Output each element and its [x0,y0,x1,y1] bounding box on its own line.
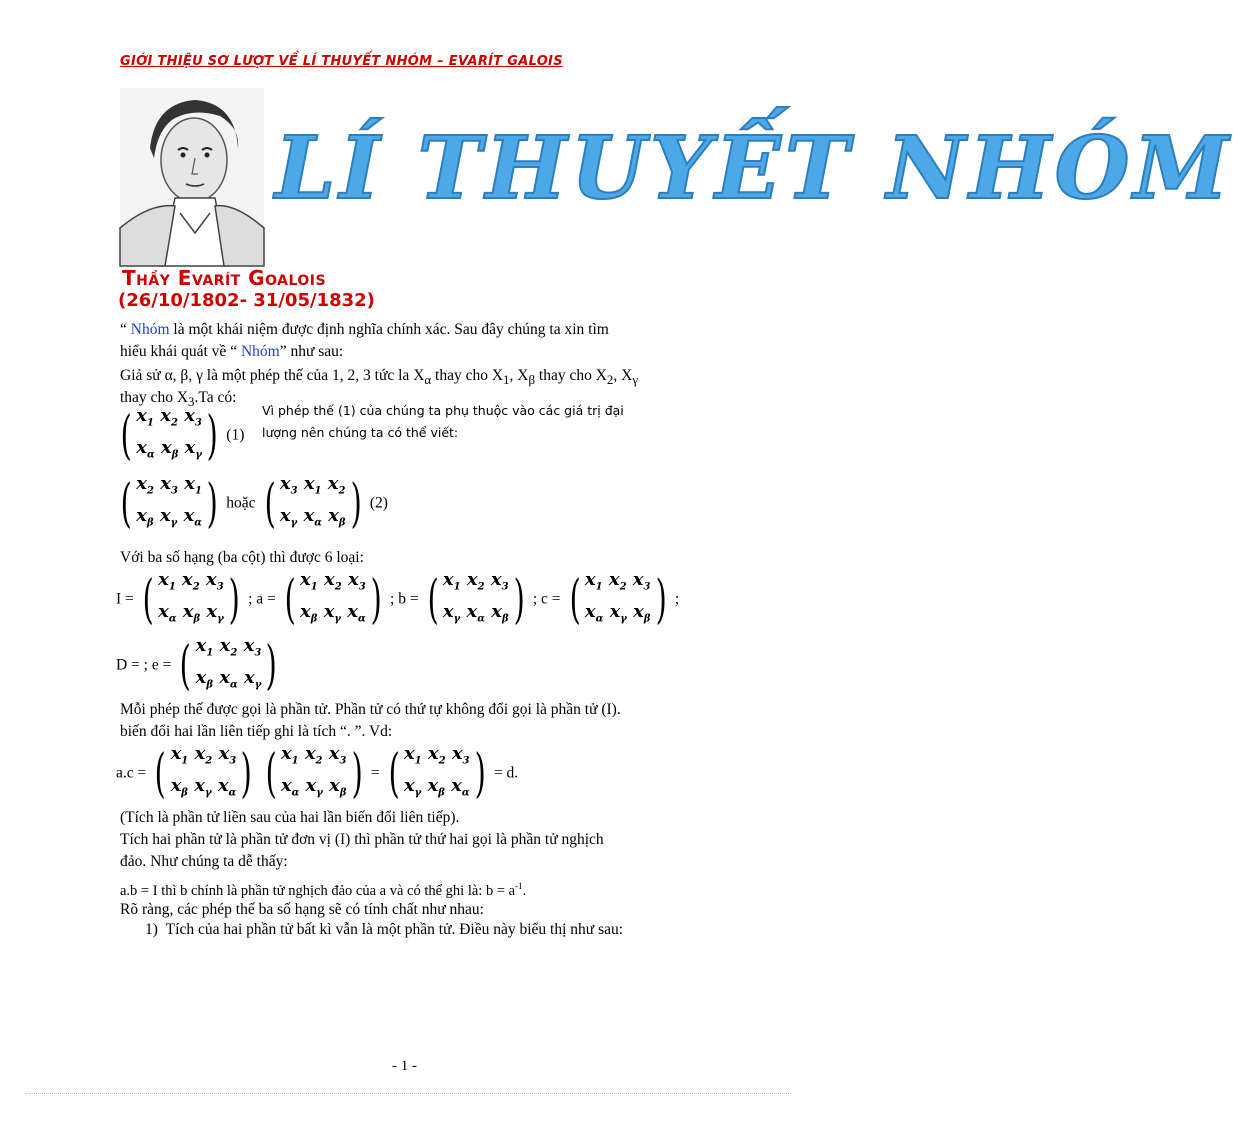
intro-line-1: “ Nhóm là một khái niệm được định nghĩa chính xác. Sau đây chúng ta xin tìm [120,321,609,338]
document-header: GIỚI THIỆU SƠ LƯỢT VỀ LÍ THUYẾT NHÓM – EVARÍT GALOIS [120,54,563,69]
para-ab: a.b = I thì b chính là phần tử nghịch đảo của a và có thể ghi là: $b = a^{-1}$. [120,881,527,899]
nhom-term-2: Nhóm [240,343,280,360]
galois-portrait [120,88,264,266]
big-title: LÍ THUYẾT NHÓM [275,118,1233,219]
matrix-1: ( $x_1$ $x_2$ $x_3$ $x_\alpha$ $x_\beta$ $x_\gamma$ ) (1) [120,405,245,466]
matrix-de-row: D = ; e = ( $x_1$ $x_2$ $x_3$ $x_\beta$ $x_\alpha$ $x_\gamma$ ) [116,635,278,696]
matrix-types-row: I = ( $x_1$ $x_2$ $x_3$ $x_\alpha$ $x_\beta$ $x_\gamma$ ) ; a = ( $x_1$ $x_2$ $x_3$ $x_\beta$ $x_\gamma$ $x_\alpha$ ) ; b = ( $x_1$ $x_2$ $x_3$ $x_\gamma$ $x_\alpha$ $x_\beta$ ) ; c = ( $x_1$ $x_2$ $x_3$ $x_\alpha$ $x_\gamma$ $x_\beta$ ) ; [116,569,680,630]
para-inverse-1: Tích hai phần tử là phần tử đơn vị (I) thì phần tử thứ hai gọi là phần tử nghịch [120,831,604,848]
para-element: Mỗi phép thế được gọi là phần tử. Phần tử có thứ tự không đổi gọi là phần tử (I). [120,701,621,718]
para-inverse-2: đảo. Như chúng ta dễ thấy: [120,853,288,870]
intro-line-4: thay cho $X_3.Ta$ có: [120,389,237,410]
intro-line-3: Giả sử α, β, γ là một phép thế của 1, 2, 3 tức la $X_\alpha$ thay cho $X_1$, $X_\beta$ thay cho $X_2$, $X_\gamma$ [120,367,639,388]
para-clear: Rõ ràng, các phép thế ba số hạng sẽ có tính chất như nhau: [120,901,484,918]
para-element-2: biến đổi hai lần liên tiếp ghi là tích “. ”. Vd: [120,723,393,740]
side-note: Vì phép thế (1) của chúng ta phụ thuộc vào các giá trị đại lượng nên chúng ta có thể viết: [262,403,624,440]
nhom-term: Nhóm [130,321,170,338]
author-name: Thầy Evarít Goalois [122,266,327,290]
matrix-ac-row: a.c = ( $x_1$ $x_2$ $x_3$ $x_\beta$ $x_\gamma$ $x_\alpha$ ) ( $x_1$ $x_2$ $x_3$ $x_\alpha$ $x_\gamma$ $x_\beta$ ) = ( $x_1$ $x_2$ $x_3$ $x_\gamma$ $x_\beta$ $x_\alpha$ ) = d. [116,743,519,804]
author-dates: (26/10/1802- 31/05/1832) [118,290,375,311]
page-bottom-divider [25,1093,791,1094]
intro-line-2: hiểu khái quát về “ Nhóm” như sau: [120,343,344,360]
list-item-1: 1) Tích của hai phần tử bất kì vẫn là một phần tử. Điều này biểu thị như sau: [145,921,624,938]
six-types: Với ba số hạng (ba cột) thì được 6 loại: [120,549,364,566]
para-product: (Tích là phần tử liền sau của hai lần biến đổi liên tiếp). [120,809,460,826]
page-number: - 1 - [392,1058,417,1074]
matrix-2-row: ( $x_2$ $x_3$ $x_1$ $x_\beta$ $x_\gamma$ $x_\alpha$ ) hoặc ( $x_3$ $x_1$ $x_2$ $x_\gamma$ $x_\alpha$ $x_\beta$ ) (2) [120,473,388,534]
